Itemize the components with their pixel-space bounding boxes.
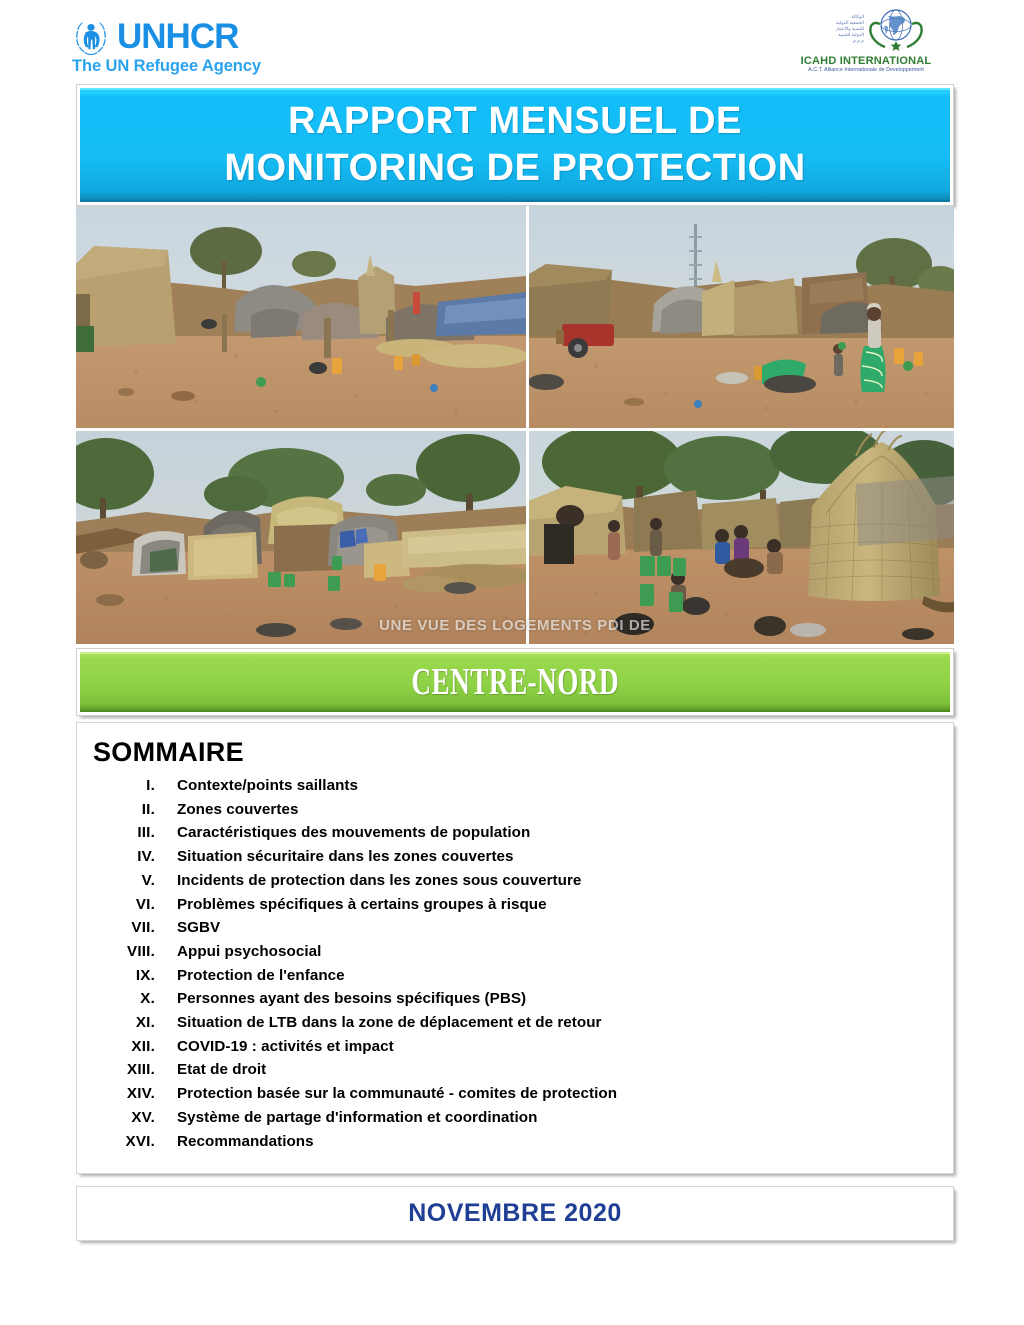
photo-idp-shelters-bottom-left: [76, 428, 526, 644]
photo-idp-camp-top-right: [526, 206, 954, 428]
toc-item[interactable]: [89, 940, 933, 964]
region-label: CENTRE-NORD: [411, 661, 619, 703]
photo-idp-shelters-top-left: [76, 206, 526, 428]
toc-item[interactable]: [89, 798, 933, 822]
collage-divider-vertical: [526, 206, 529, 644]
report-date-label: NOVEMBRE 2020: [408, 1199, 622, 1227]
toc-item-label: Recommandations: [177, 1132, 314, 1150]
toc-item-label: Contexte/points saillants: [177, 777, 359, 794]
toc-item-number: V.: [141, 871, 155, 889]
toc-item-number: X.: [140, 990, 155, 1008]
toc-item[interactable]: [89, 1058, 933, 1082]
toc-item-number: XII.: [131, 1037, 155, 1055]
toc-item-number: XV.: [131, 1108, 155, 1126]
toc-item-number: VI.: [135, 895, 155, 913]
toc-item-number: I.: [146, 777, 155, 794]
toc-item-label: Situation de LTB dans la zone de déplacement et de retour: [177, 1014, 602, 1032]
toc-item-label: Personnes ayant des besoins spécifiques (PBS): [177, 990, 527, 1008]
region-banner: [80, 652, 950, 712]
toc-item[interactable]: [89, 845, 933, 869]
collage-divider-horizontal: [76, 428, 954, 431]
photo-idp-granary-bottom-right: [526, 428, 954, 644]
toc-item-number: IX.: [135, 966, 155, 984]
report-title-line-1: RAPPORT MENSUEL DE: [288, 100, 742, 143]
toc-item-label: Etat de droit: [177, 1061, 267, 1079]
toc-item-label: Appui psychosocial: [177, 942, 322, 960]
toc-item-number: XIII.: [126, 1061, 155, 1079]
unhcr-logo-row: [70, 18, 238, 56]
toc-item-label: Protection basée sur la communauté - comites de protection: [177, 1085, 618, 1103]
toc-item-label: Caractéristiques des mouvements de population: [177, 824, 531, 842]
toc-item-number: XIV.: [126, 1085, 155, 1103]
region-banner-panel: [76, 648, 954, 716]
icahd-arabic-text: الوكالة الجمعية الدولية للتنمية والاعمار الدولية للتنمية م م م: [835, 13, 864, 44]
report-title-panel: [76, 84, 954, 206]
icahd-subtitle: A.C.T. Alliance Internationale de Developpement: [808, 67, 924, 73]
icahd-logo-row: [790, 4, 942, 54]
toc-item[interactable]: [89, 916, 933, 940]
toc-item-label: Incidents de protection dans les zones sous couverture: [177, 871, 582, 889]
photo-collage: [76, 206, 954, 644]
toc-item-label: Protection de l'enfance: [177, 966, 345, 984]
report-title-banner: [80, 88, 950, 202]
unhcr-emblem-icon: [70, 18, 112, 56]
toc-item-label: Système de partage d'information et coordination: [177, 1108, 538, 1126]
unhcr-wordmark: UNHCR: [117, 17, 239, 57]
toc-item-label: Zones couvertes: [177, 800, 299, 818]
toc-item-number: XI.: [135, 1014, 155, 1032]
toc-item-number: VII.: [131, 919, 155, 937]
unhcr-logo: [70, 18, 261, 76]
unhcr-tagline: The UN Refugee Agency: [72, 57, 261, 75]
page-header: [0, 0, 1024, 80]
toc-item-number: IV.: [137, 848, 155, 866]
toc-item-number: XVI.: [125, 1132, 155, 1150]
table-of-contents: [89, 774, 933, 1153]
toc-item[interactable]: [89, 1106, 933, 1130]
toc-item[interactable]: [89, 869, 933, 893]
collage-caption: UNE VUE DES LOGEMENTS PDI DE: [379, 617, 651, 634]
sommaire-title: SOMMAIRE: [93, 737, 244, 767]
toc-item[interactable]: [89, 821, 933, 845]
toc-item[interactable]: [89, 1130, 933, 1154]
icahd-globe-icon: [866, 4, 926, 54]
toc-item-number: III.: [137, 824, 155, 842]
toc-item-label: Situation sécuritaire dans les zones couvertes: [177, 848, 514, 866]
toc-item-number: II.: [141, 800, 155, 818]
toc-item-label: Problèmes spécifiques à certains groupes à risque: [177, 895, 547, 913]
icahd-name: ICAHD INTERNATIONAL: [800, 55, 932, 67]
icahd-logo: [790, 4, 942, 73]
toc-item[interactable]: [89, 774, 933, 798]
report-date-panel: [76, 1186, 954, 1241]
toc-item[interactable]: [89, 1035, 933, 1059]
toc-item[interactable]: [89, 987, 933, 1011]
toc-item[interactable]: [89, 1011, 933, 1035]
sommaire-panel: [76, 722, 954, 1174]
toc-item[interactable]: [89, 893, 933, 917]
toc-item-number: VIII.: [126, 942, 155, 960]
report-title-line-2: MONITORING DE PROTECTION: [224, 147, 806, 189]
toc-item-label: SGBV: [177, 919, 221, 937]
toc-item[interactable]: [89, 1082, 933, 1106]
toc-item[interactable]: [89, 964, 933, 988]
toc-item-label: COVID-19 : activités et impact: [177, 1037, 394, 1055]
